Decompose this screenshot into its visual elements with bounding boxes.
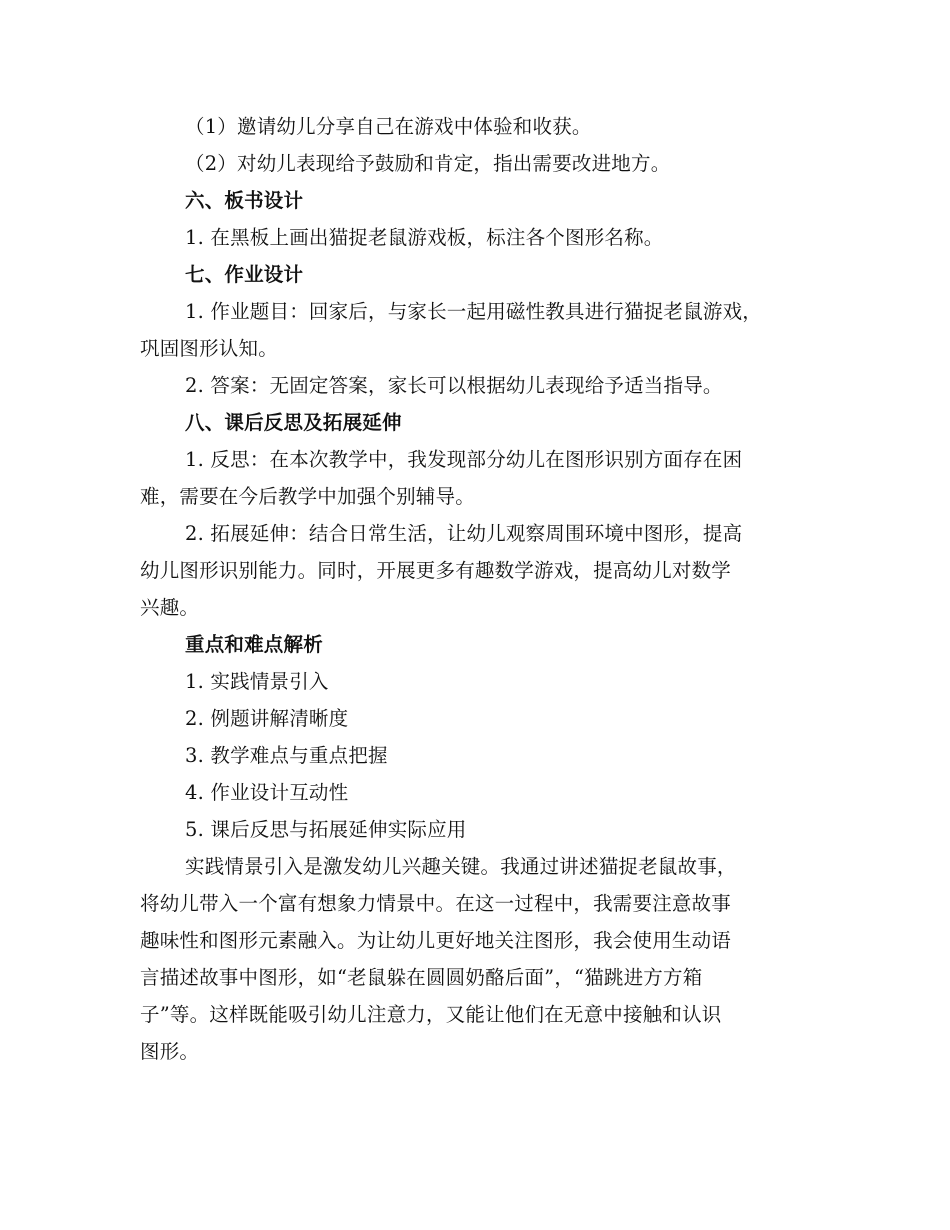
extension-paragraph-cont-2: 兴趣。	[140, 596, 200, 619]
analysis-paragraph-cont-1: 将幼儿带入一个富有想象力情景中。在这一过程中，我需要注意故事	[140, 892, 732, 915]
homework-item-1: 1. 作业题目：回家后，与家长一起用磁性教具进行猫捉老鼠游戏，	[185, 300, 763, 323]
extension-paragraph: 2. 拓展延伸：结合日常生活，让幼儿观察周围环境中图形，提高	[185, 522, 743, 545]
reflection-paragraph-1: 1. 反思：在本次教学中，我发现部分幼儿在图形识别方面存在困	[185, 448, 743, 471]
key-point-5: 5. 课后反思与拓展延伸实际应用	[185, 818, 467, 841]
section-heading-key-points: 重点和难点解析	[185, 633, 323, 656]
key-point-3: 3. 教学难点与重点把握	[185, 744, 388, 767]
key-point-1: 1. 实践情景引入	[185, 670, 329, 693]
key-point-2: 2. 例题讲解清晰度	[185, 707, 349, 730]
key-point-4: 4. 作业设计互动性	[185, 781, 349, 804]
analysis-paragraph-cont-2: 趣味性和图形元素融入。为让幼儿更好地关注图形，我会使用生动语	[140, 929, 732, 952]
section-heading-homework: 七、作业设计	[185, 263, 304, 286]
reflection-paragraph-1-cont: 难，需要在今后教学中加强个别辅导。	[140, 485, 475, 508]
homework-item-1-cont: 巩固图形认知。	[140, 337, 278, 360]
board-design-item-1: 1. 在黑板上画出猫捉老鼠游戏板，标注各个图形名称。	[185, 226, 664, 249]
section-heading-board-design: 六、板书设计	[185, 189, 304, 212]
analysis-paragraph-cont-4: 子”等。这样既能吸引幼儿注意力，又能让他们在无意中接触和认识	[140, 1003, 722, 1026]
analysis-paragraph-cont-5: 图形。	[140, 1040, 200, 1063]
section-heading-reflection: 八、课后反思及拓展延伸	[185, 411, 402, 434]
reflection-item-1: （1）邀请幼儿分享自己在游戏中体验和收获。	[185, 115, 592, 138]
extension-paragraph-cont-1: 幼儿图形识别能力。同时，开展更多有趣数学游戏，提高幼儿对数学	[140, 559, 732, 582]
analysis-paragraph: 实践情景引入是激发幼儿兴趣关键。我通过讲述猫捉老鼠故事，	[185, 855, 737, 878]
homework-item-2: 2. 答案：无固定答案，家长可以根据幼儿表现给予适当指导。	[185, 374, 723, 397]
analysis-paragraph-cont-3: 言描述故事中图形，如“老鼠躲在圆圆奶酪后面”，“猫跳进方方箱	[140, 966, 703, 989]
reflection-item-2: （2）对幼儿表现给予鼓励和肯定，指出需要改进地方。	[185, 152, 671, 175]
